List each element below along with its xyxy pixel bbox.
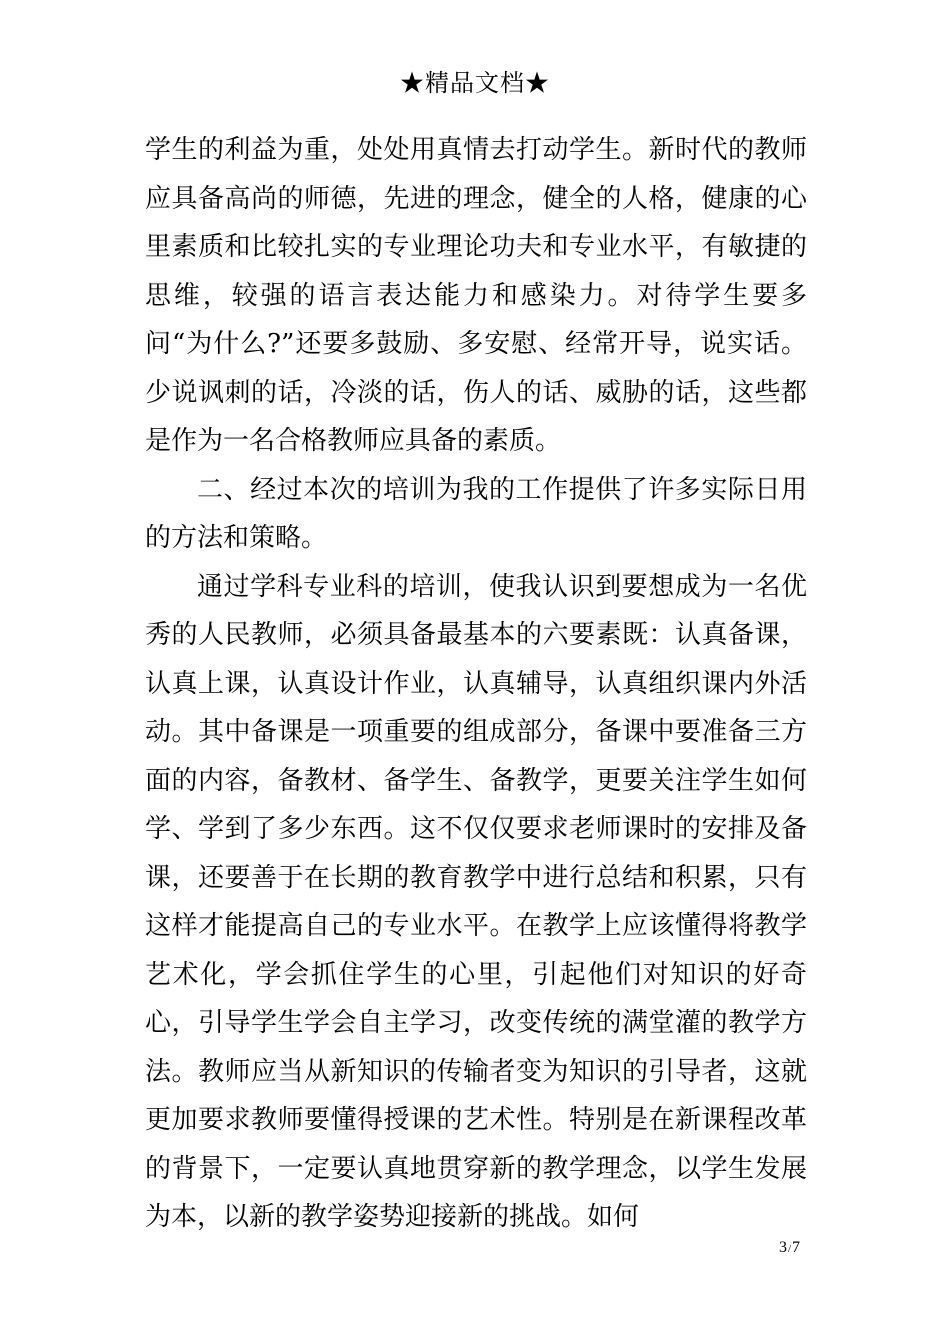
paragraph-1: 学生的利益为重，处处用真情去打动学生。新时代的教师应具备高尚的师德，先进的理念，健全的人格，健康的心里素质和比较扎实的专业理论功夫和专业水平，有敏捷的思维，较强的语言表达能力和感染力。对待学生要多问“为什么?”还要多鼓励、多安慰、经常开导，说实话。少说讽刺的话，冷淡的话，伤人的话、威胁的话，这些都是作为一名合格教师应具备的素质。 — [145, 135, 807, 456]
paragraph-3: 通过学科专业科的培训，使我认识到要想成为一名优秀的人民教师，必须具备最基本的六要素既：认真备课，认真上课，认真设计作业，认真辅导，认真组织课内外活动。其中备课是一项重要的组成部分，备课中要准备三方面的内容，备教材、备学生、备教学，更要关注学生如何学、学到了多少东西。这不仅仅要求老师课时的安排及备课，还要善于在长期的教育教学中进行总结和积累，只有这样才能提高自己的专业水平。在教学上应该懂得将教学艺术化，学会抓住学生的心里，引起他们对知识的好奇心，引导学生学会自主学习，改变传统的满堂灌的教学方法。教师应当从新知识的传输者变为知识的引导者，这就更加要求教师要懂得授课的艺术性。特别是在新课程改革的背景下，一定要认真地贯穿新的教学理念，以学生发展为本，以新的教学姿势迎接新的挑战。如何 — [145, 571, 807, 1232]
page-number — [700, 1238, 800, 1259]
current-page: 3 — [778, 1239, 787, 1256]
paragraph-2: 二、经过本次的培训为我的工作提供了许多实际日用的方法和策略。 — [145, 474, 807, 553]
document-body — [145, 126, 807, 1242]
page-separator: / — [787, 1243, 791, 1255]
header-title: ★精品文档★ — [400, 69, 550, 97]
total-pages: 7 — [792, 1239, 800, 1256]
page-header — [0, 66, 950, 100]
